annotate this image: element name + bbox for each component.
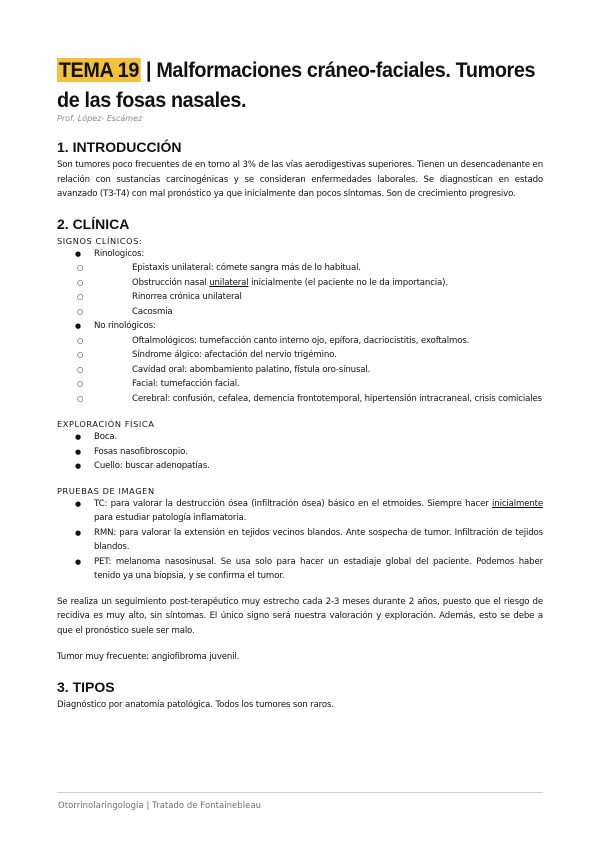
no-rinologicos-label: No rinológicos: [94,321,156,331]
list-item: ● Fosas nasofibroscopio. [57,445,543,460]
underlined-text: inicialmente [492,498,543,509]
exploracion-list [57,430,543,474]
tipos-paragraph: Diagnóstico por anatomía patológica. Todos los tumores son raros. [57,699,334,710]
list-item: ○ Cacosmia [57,305,543,320]
seguimiento-paragraph: Se realiza un seguimiento post-terapéutico muy estrecho cada 2-3 meses durante 2 años, puesto que el riesgo de recidiva es muy alto, sin síntomas. El único signo será nuestra valoración y exploración. Además, esto se debe a que el pronóstico suele ser malo. [57,596,543,636]
list-item: ○ Cerebral: confusión, cefalea, demencia frontotemporal, hipertensión intracraneal, crisis comiciales [57,392,543,407]
rinologicos-label: Rinologicos: [94,248,145,259]
list-item-no-rinologicos [57,319,543,406]
list-item: ○ Síndrome álgico: afectación del nervio trigémino. [57,348,543,363]
section-heading-tipos: 3. TIPOS [57,678,115,695]
imagen-label: PRUEBAS DE IMAGEN [57,485,155,496]
list-item-pet: ● PET: melanoma nasosinusal. Se usa solo para hacer un estadiaje global del paciente. Podemos haber tenido ya una biopsia, y se confirma el tumor. [57,555,543,584]
footer-divider [57,792,543,793]
list-item: ○ Rinorrea crónica unilateral [57,290,543,305]
list-item: ○ Cavidad oral: abombamiento palatino, fístula oro-sinusal. [57,363,543,378]
list-item-rinologicos [57,247,543,320]
underlined-text: unilateral [209,277,249,288]
section-heading-introduccion: 1. INTRODUCCIÓN [57,139,182,155]
title-line-1 [57,55,536,85]
title-text: | Malformaciones cráneo-faciales. Tumores [140,58,536,82]
no-rinologicos-sublist [57,334,543,407]
signos-clinicos-label: SIGNOS CLÍNICOS: [57,235,143,246]
list-item: ○ Facial: tumefacción facial. [57,377,543,392]
list-item: ○ Obstrucción nasal unilateral inicialmente (el paciente no le da importancia). [57,276,543,291]
exploracion-label: EXPLORACIÓN FÍSICA [57,419,155,429]
section-heading-clinica: 2. CLÍNICA [57,215,130,232]
signos-list [57,247,543,407]
title-line-2: de las fosas nasales. [57,88,247,112]
intro-paragraph: Son tumores poco frecuentes de en torno al 3% de las vías aerodigestivas superiores. Tienen un desencadenante en relación con sustancias carcinogénicas y se consideran enfermedades laborales. Se diagnostican en estado avanzado (T3-T4) con mal pronóstico ya que inicialmente dan pocos síntomas. Son de crecimiento progresivo. [57,160,543,199]
list-item-tc: ● TC: para valorar la destrucción ósea (infiltración ósea) básico en el etmoides. Siempre hacer inicialmente para estudiar patología inflamatoria. [57,497,543,526]
imagen-list [57,497,543,584]
list-item: ○ Epistaxis unilateral: cómete sangra más de lo habitual. [57,261,543,276]
document-page [57,55,543,712]
list-item: ● Boca. [57,430,543,445]
list-item-rmn: ● RMN: para valorar la extensión en tejidos vecinos blandos. Ante sospecha de tumor. Infiltración de tejidos blandos. [57,526,543,555]
rinologicos-sublist [57,261,543,319]
list-item: ● Cuello: buscar adenopatías. [57,459,543,474]
document-title [57,55,543,115]
frecuente-paragraph: Tumor muy frecuente: angiofibroma juvenil. [57,652,240,662]
list-item: ○ Oftalmológicos: tumefacción canto interno ojo, epífora, dacriocistitis, exoftalmos. [57,334,543,349]
tema-badge: TEMA 19 [58,58,140,82]
footer: Otorrinolaringología | Tratado de Fontainebleau [58,800,262,810]
author: Prof. López- Escámez [57,114,143,123]
